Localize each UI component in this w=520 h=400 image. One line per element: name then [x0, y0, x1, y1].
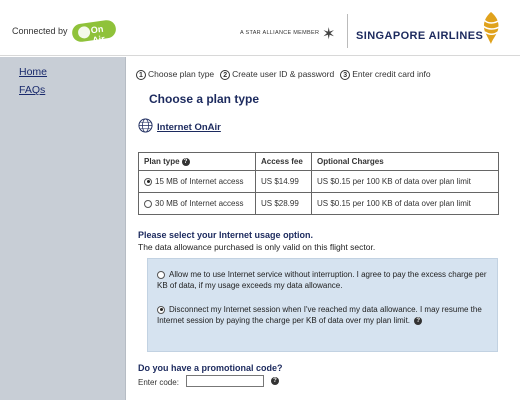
usage-options-panel — [147, 258, 498, 352]
help-icon[interactable]: ? — [271, 377, 279, 385]
charges-cell: US $0.15 per 100 KB of data over plan limit — [312, 193, 499, 215]
usage-option-note: The data allowance purchased is only valid on this flight sector. — [138, 242, 376, 252]
internet-onair-link[interactable]: Internet OnAir — [157, 122, 221, 133]
step-1: 1 Choose plan type — [136, 69, 214, 80]
header-divider — [347, 14, 348, 48]
col-access-fee: Access fee — [256, 153, 312, 171]
help-icon[interactable]: ? — [414, 317, 422, 325]
col-plan-type: Plan type ? — [139, 153, 256, 171]
step-number-icon: 2 — [220, 70, 230, 80]
sidebar-item-faqs[interactable]: FAQs — [19, 84, 46, 96]
connected-by-brand — [12, 22, 116, 46]
help-icon[interactable]: ? — [182, 158, 190, 166]
plan-cell[interactable]: 30 MB of Internet access — [139, 193, 256, 215]
airline-name: SINGAPORE AIRLINES — [356, 30, 484, 42]
sidebar — [0, 57, 126, 400]
main-content — [126, 57, 520, 400]
onair-logo-icon: On Air — [71, 19, 117, 43]
charges-cell: US $0.15 per 100 KB of data over plan limit — [312, 171, 499, 193]
step-number-icon: 3 — [340, 70, 350, 80]
fee-cell: US $28.99 — [256, 193, 312, 215]
step-2: 2 Create user ID & password — [220, 69, 334, 80]
table-row[interactable] — [139, 193, 499, 215]
usage-radio-continue[interactable] — [157, 271, 165, 279]
page-title: Choose a plan type — [149, 92, 260, 106]
table-row[interactable] — [139, 171, 499, 193]
usage-option-heading: Please select your Internet usage option. — [138, 230, 314, 240]
table-header-row — [139, 153, 499, 171]
step-number-icon: 1 — [136, 70, 146, 80]
promo-code-label: Enter code: — [138, 378, 179, 387]
site-header — [0, 0, 520, 56]
step-3: 3 Enter credit card info — [340, 69, 430, 80]
usage-option-disconnect[interactable]: Disconnect my Internet session when I've reached my data allowance. I may resume the Internet session by paying the charge per KB of data over my plan limit. ? — [157, 305, 482, 325]
plan-cell[interactable]: 15 MB of Internet access — [139, 171, 256, 193]
plan-radio-15mb[interactable] — [144, 178, 152, 186]
plans-table — [138, 152, 499, 215]
col-optional-charges: Optional Charges — [312, 153, 499, 171]
usage-option-continue[interactable]: Allow me to use Internet service without interruption. I agree to pay the excess charge per KB of data, if my usage exceeds my data allowance. — [157, 270, 487, 290]
progress-steps — [136, 69, 431, 80]
globe-icon — [138, 118, 153, 133]
plan-radio-30mb[interactable] — [144, 200, 152, 208]
singapore-airlines-logo-icon — [476, 10, 506, 46]
fee-cell: US $14.99 — [256, 171, 312, 193]
promo-code-input[interactable] — [186, 375, 264, 387]
sidebar-item-home[interactable]: Home — [19, 66, 48, 78]
star-alliance-text: A STAR ALLIANCE MEMBER — [240, 30, 320, 36]
usage-radio-disconnect[interactable] — [157, 306, 165, 314]
promo-heading: Do you have a promotional code? — [138, 363, 283, 373]
connected-by-text: Connected by — [12, 26, 68, 36]
star-alliance-icon: ✶ — [322, 26, 336, 43]
